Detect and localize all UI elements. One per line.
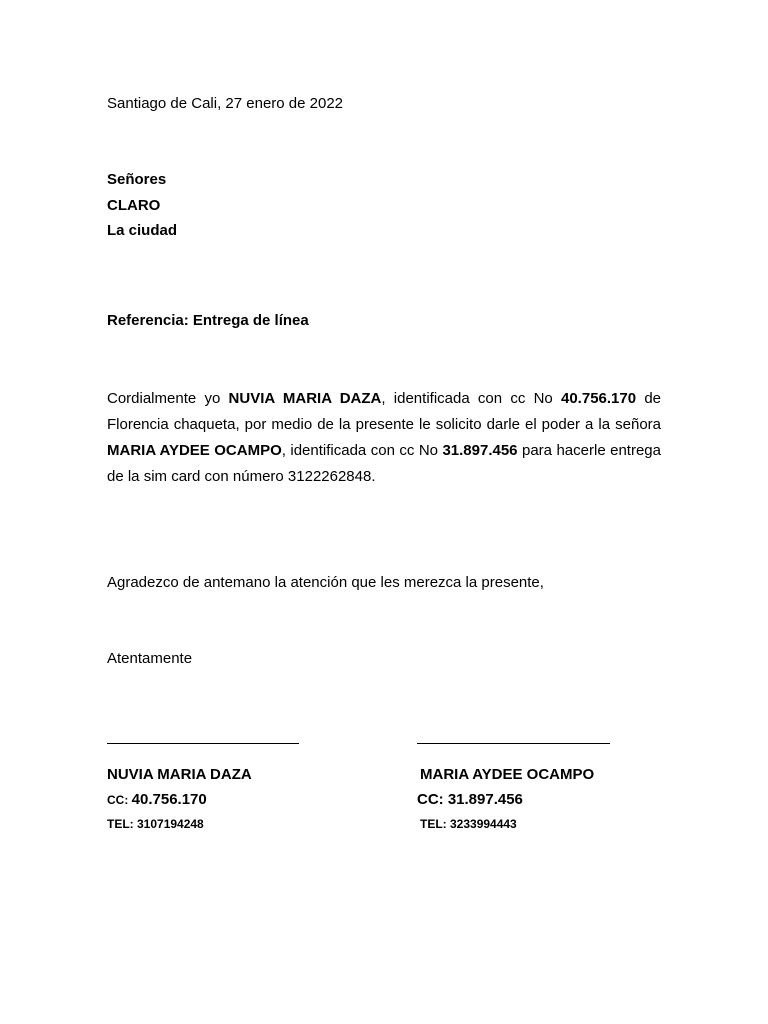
signature-tel-left: TEL: 3107194248 <box>107 817 204 831</box>
recipient-salutation: Señores <box>107 171 167 188</box>
body-text-5: para hacerle entrega de la sim card con número 3122262848. <box>107 442 661 485</box>
body-text-2: , identificada con cc No <box>381 390 561 407</box>
signature-cc-value-left: 40.756.170 <box>131 791 207 808</box>
authorized-cc: 31.897.456 <box>442 442 518 459</box>
signature-cc-label-left: CC: <box>107 793 132 807</box>
signature-name-right: MARIA AYDEE OCAMPO <box>420 766 595 783</box>
body-paragraph <box>107 386 661 490</box>
authorized-name: MARIA AYDEE OCAMPO <box>107 442 282 459</box>
sender-cc: 40.756.170 <box>561 390 637 407</box>
recipient-city: La ciudad <box>107 222 178 239</box>
date-line: Santiago de Cali, 27 enero de 2022 <box>107 95 344 112</box>
signature-cc-left <box>107 791 207 809</box>
signature-cc-right <box>417 791 523 809</box>
reference-line: Referencia: Entrega de línea <box>107 312 309 329</box>
body-text-4: , identificada con cc No <box>281 442 443 459</box>
closing-line: Atentamente <box>107 650 193 667</box>
signature-cc-label-right: CC: <box>417 791 448 808</box>
signature-line-right <box>417 743 610 744</box>
signature-line-left <box>107 743 299 744</box>
recipient-company: CLARO <box>107 197 161 214</box>
signature-tel-right: TEL: 3233994443 <box>420 817 517 831</box>
signature-cc-value-right: 31.897.456 <box>447 791 523 808</box>
signature-name-left: NUVIA MARIA DAZA <box>107 766 252 783</box>
thanks-line: Agradezco de antemano la atención que les merezca la presente, <box>107 574 544 591</box>
body-text-1: Cordialmente yo <box>107 390 229 407</box>
body-text-3: de Florencia chaqueta, por medio de la presente le solicito darle el poder a la señora <box>107 390 661 433</box>
sender-name: NUVIA MARIA DAZA <box>228 390 382 407</box>
